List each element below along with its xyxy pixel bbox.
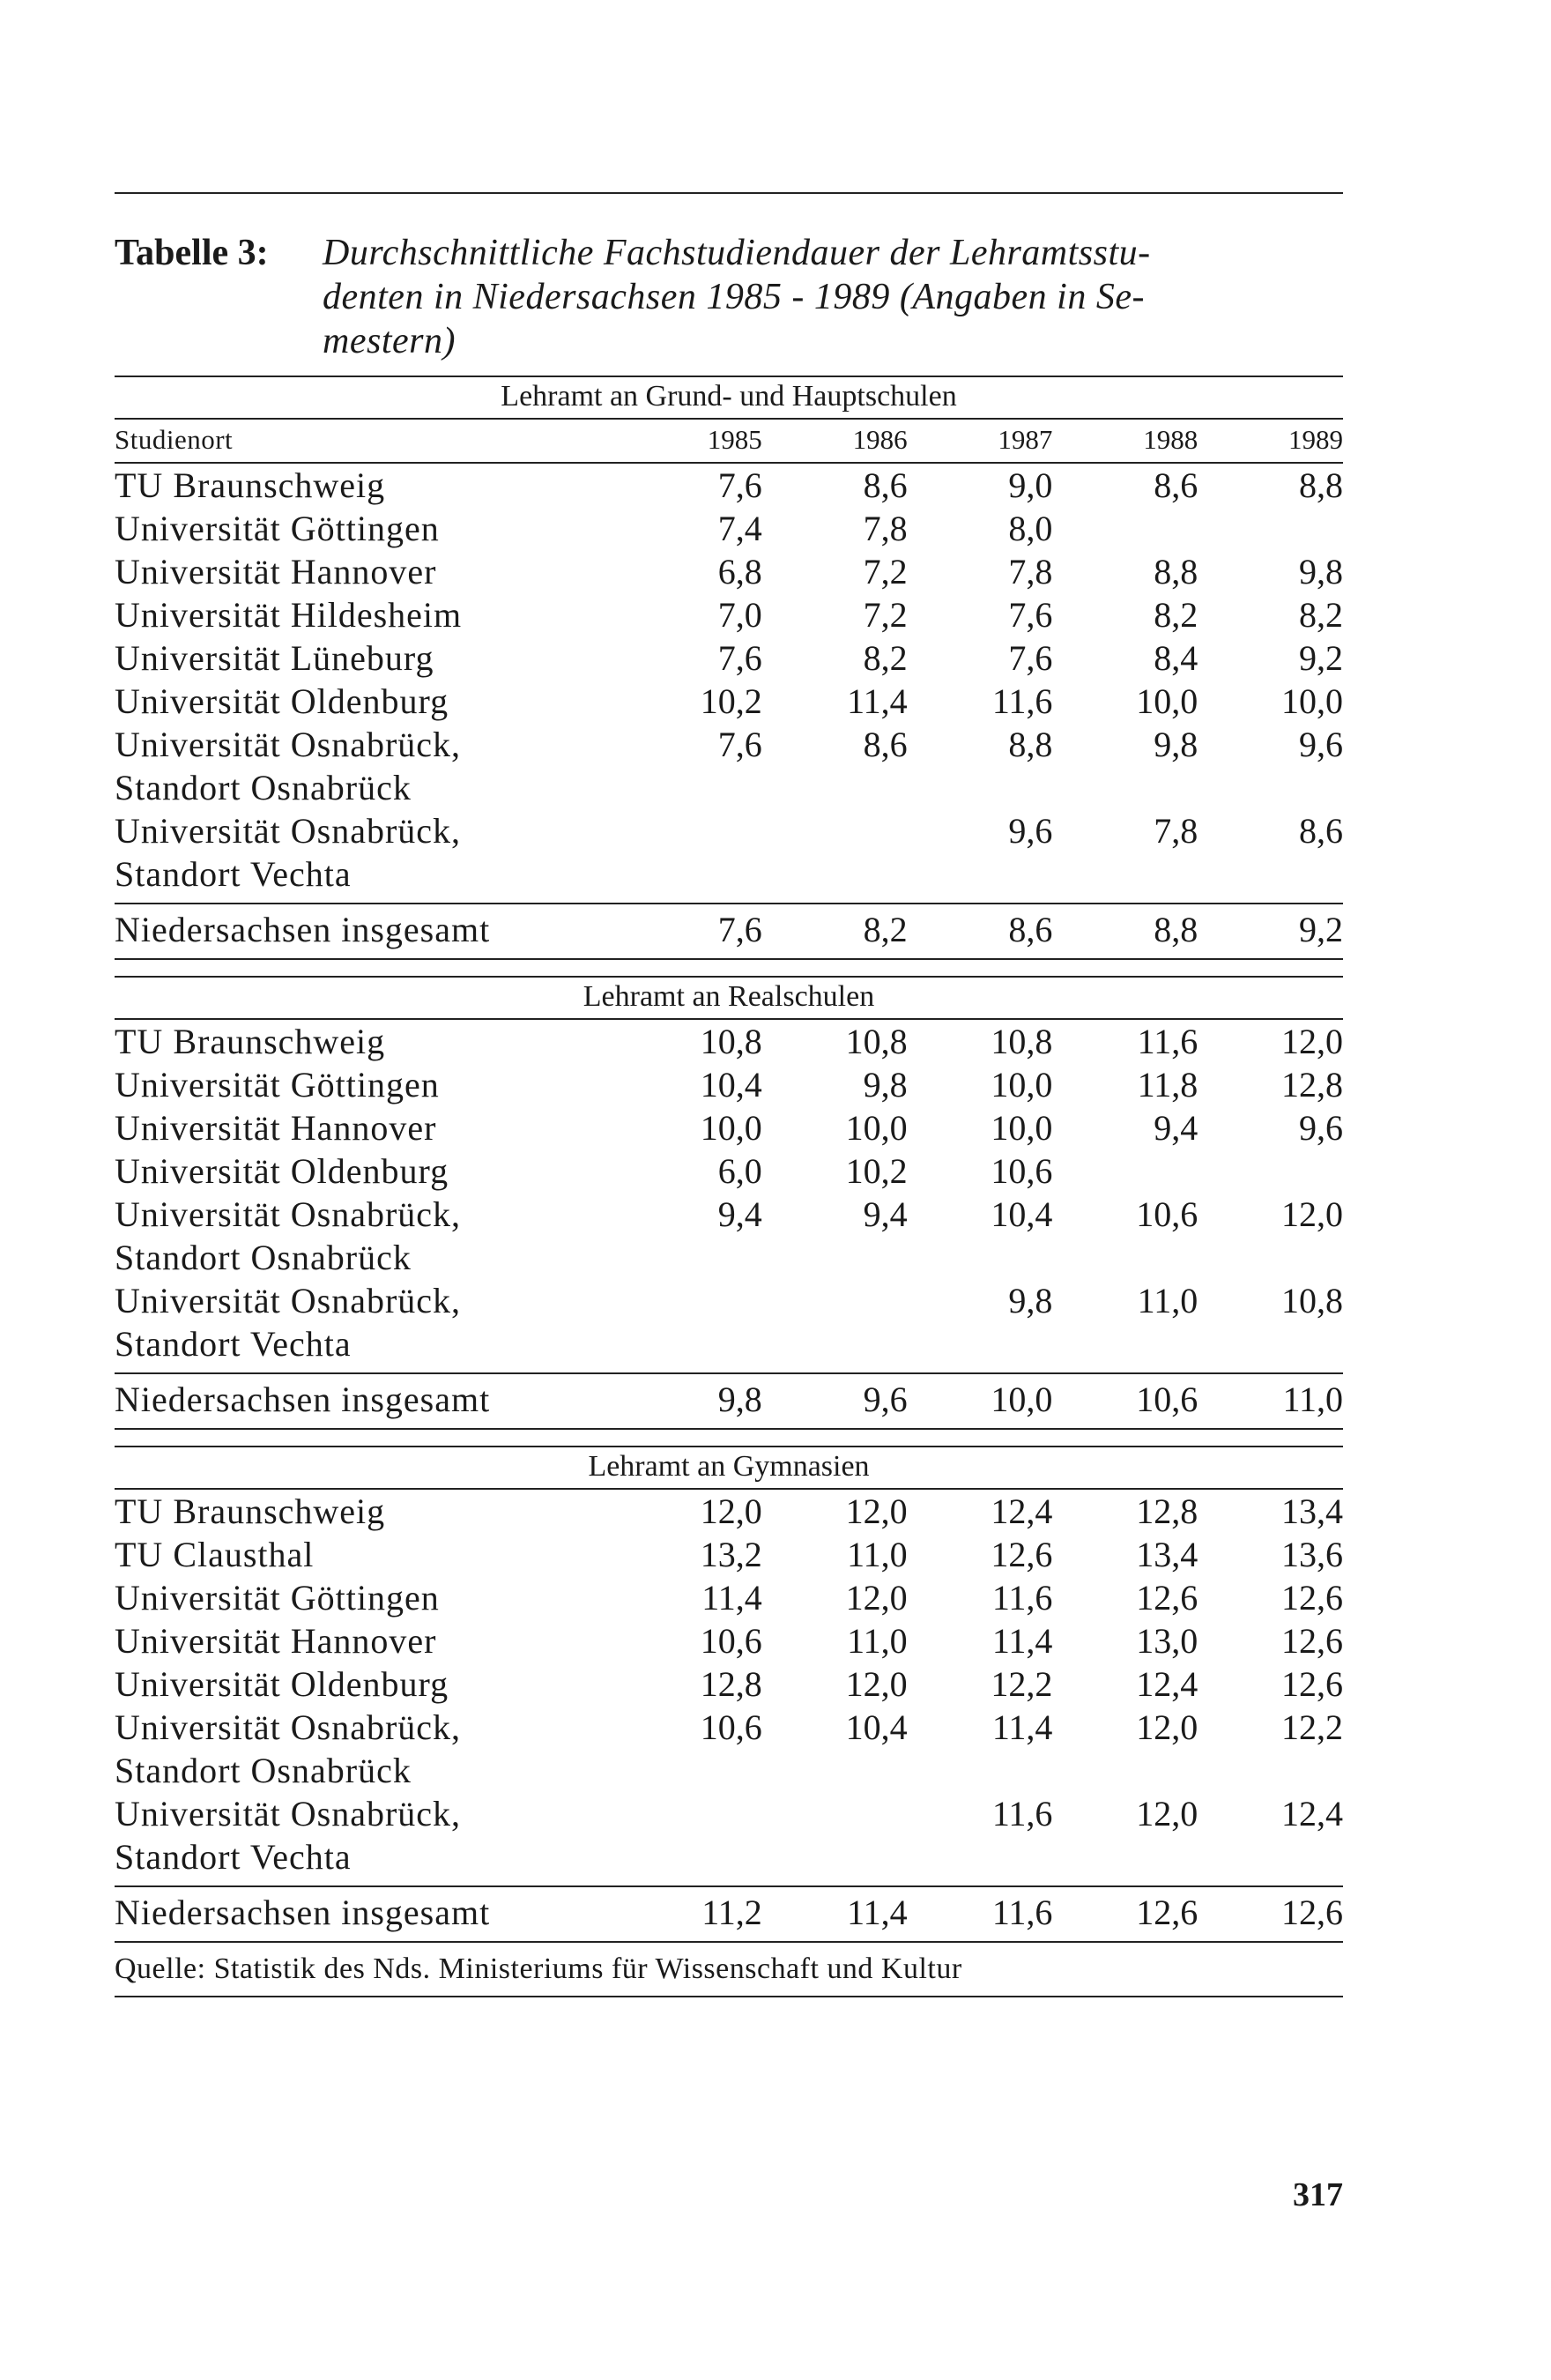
table-row xyxy=(115,1063,1343,1106)
table-cell: 10,8 xyxy=(991,1022,1053,1061)
table-cell: 13,4 xyxy=(1280,1491,1343,1531)
total-label: Niedersachsen insgesamt xyxy=(115,1893,491,1932)
table-cell: 12,6 xyxy=(1280,1578,1343,1618)
table-cell: 11,0 xyxy=(1282,1380,1343,1419)
table-caption xyxy=(115,231,1343,363)
table-cell: 13,6 xyxy=(1280,1535,1343,1574)
studienort-line: Universität Lüneburg xyxy=(115,638,434,678)
total-label: Niedersachsen insgesamt xyxy=(115,910,491,949)
studienort-line: Universität Osnabrück, xyxy=(115,725,462,764)
table-cell: 9,6 xyxy=(1008,811,1053,851)
table-cell: 8,6 xyxy=(1298,811,1343,851)
studienort-line: Universität Osnabrück, xyxy=(115,1707,462,1747)
table-cell: 12,0 xyxy=(845,1578,908,1618)
table-cell: 12,0 xyxy=(845,1491,908,1531)
studienort-line: Standort Vechta xyxy=(115,854,352,894)
section-title: Lehramt an Realschulen xyxy=(583,980,875,1013)
table-cell: 12,0 xyxy=(1280,1022,1343,1061)
section-title: Lehramt an Gymnasien xyxy=(588,1450,870,1483)
section-end-rule xyxy=(115,958,1343,960)
table-cell: 13,0 xyxy=(1136,1621,1198,1661)
table-row xyxy=(115,1193,1343,1279)
studienort-line: Universität Oldenburg xyxy=(115,1151,449,1191)
table-cell: 12,8 xyxy=(1280,1065,1343,1104)
table-cell: 10,0 xyxy=(1280,681,1343,721)
table-cell: 11,0 xyxy=(1137,1281,1198,1320)
table-cell: 10,6 xyxy=(1136,1194,1198,1234)
table-cell: 7,6 xyxy=(1008,595,1053,635)
table-cell: 7,8 xyxy=(863,509,908,548)
table-row xyxy=(115,636,1343,680)
table-cell xyxy=(617,1279,762,1365)
column-header xyxy=(115,420,1343,462)
table-cell: 9,8 xyxy=(1154,725,1198,764)
table-cell: 13,4 xyxy=(1136,1535,1198,1574)
table-cell xyxy=(617,1792,762,1878)
table-cell: 8,4 xyxy=(1154,638,1198,678)
table-cell: 11,6 xyxy=(991,681,1053,721)
studienort-line: Universität Hannover xyxy=(115,552,437,591)
table-cell: 10,0 xyxy=(991,1380,1053,1419)
page-number: 317 xyxy=(1293,2176,1343,2213)
studienort-cell xyxy=(115,680,617,723)
studienort-cell xyxy=(115,1063,617,1106)
table-cell: 8,8 xyxy=(1154,552,1198,591)
table-cell: 12,8 xyxy=(1136,1491,1198,1531)
table-cell: 7,8 xyxy=(1008,552,1053,591)
table-cell: 12,4 xyxy=(991,1491,1053,1531)
table-cell: 9,6 xyxy=(1298,1108,1343,1148)
table-cell: 10,2 xyxy=(845,1151,908,1191)
table-cell: 11,4 xyxy=(991,1707,1053,1747)
table-row xyxy=(115,1149,1343,1193)
table-cell: 7,8 xyxy=(1154,811,1198,851)
table-cell: 7,6 xyxy=(717,910,762,949)
studienort-cell xyxy=(115,1490,617,1533)
table-cell xyxy=(762,1792,908,1878)
table-cell: 9,4 xyxy=(717,1194,762,1234)
table-row xyxy=(115,1533,1343,1576)
table-cell: 12,8 xyxy=(700,1664,762,1704)
studienort-cell xyxy=(115,1279,617,1365)
table-cell: 11,2 xyxy=(701,1893,762,1932)
table-cell: 11,4 xyxy=(701,1578,762,1618)
table-cell: 10,6 xyxy=(991,1151,1053,1191)
table-row xyxy=(115,1792,1343,1878)
column-header-year: 1989 xyxy=(1288,424,1343,455)
studienort-cell xyxy=(115,1576,617,1619)
table-cell: 12,6 xyxy=(1136,1578,1198,1618)
caption-label: Tabelle 3: xyxy=(115,233,269,273)
studienort-line: Universität Hildesheim xyxy=(115,595,463,635)
total-row xyxy=(115,1891,1343,1934)
studienort-line: TU Clausthal xyxy=(115,1535,315,1574)
total-rule xyxy=(115,1885,1343,1887)
caption-line: denten in Niedersachsen 1985 - 1989 (Angaben in Se- xyxy=(323,277,1145,317)
table-cell: 9,2 xyxy=(1298,638,1343,678)
caption-text xyxy=(323,231,1151,363)
table-cell: 11,6 xyxy=(1137,1022,1198,1061)
table-cell xyxy=(1198,507,1343,550)
column-header-year: 1988 xyxy=(1143,424,1198,455)
studienort-line: Universität Hannover xyxy=(115,1108,437,1148)
studienort-cell xyxy=(115,1106,617,1149)
studienort-cell xyxy=(115,1193,617,1279)
table-cell: 10,2 xyxy=(700,681,762,721)
table-cell: 11,4 xyxy=(847,1893,908,1932)
table-cell xyxy=(1052,1149,1198,1193)
table-cell: 7,6 xyxy=(717,725,762,764)
table-cell: 10,6 xyxy=(700,1621,762,1661)
table-cell: 11,6 xyxy=(991,1893,1053,1932)
table-cell: 9,4 xyxy=(1154,1108,1198,1148)
table-cell: 12,0 xyxy=(845,1664,908,1704)
table-cell: 10,0 xyxy=(991,1108,1053,1148)
studienort-line: Universität Oldenburg xyxy=(115,1664,449,1704)
table-cell: 13,2 xyxy=(700,1535,762,1574)
table-cell xyxy=(1052,507,1198,550)
studienort-line: TU Braunschweig xyxy=(115,465,386,505)
table-cell: 10,8 xyxy=(845,1022,908,1061)
studienort-line: TU Braunschweig xyxy=(115,1022,386,1061)
table-row xyxy=(115,1662,1343,1706)
bottom-rule xyxy=(115,1996,1343,1997)
studienort-cell xyxy=(115,550,617,593)
table-row xyxy=(115,809,1343,896)
table-cell: 10,6 xyxy=(700,1707,762,1747)
table-cell: 10,4 xyxy=(700,1065,762,1104)
studienort-cell xyxy=(115,593,617,636)
table-cell: 12,2 xyxy=(1280,1707,1343,1747)
table-cell: 12,6 xyxy=(1280,1664,1343,1704)
table-cell: 12,4 xyxy=(1280,1794,1343,1833)
studienort-cell xyxy=(115,1533,617,1576)
table-cell: 7,6 xyxy=(717,638,762,678)
table-cell: 11,0 xyxy=(847,1535,908,1574)
section-title: Lehramt an Grund- und Hauptschulen xyxy=(501,380,957,413)
table-cell: 8,6 xyxy=(863,725,908,764)
table-cell: 10,0 xyxy=(1136,681,1198,721)
table-row xyxy=(115,723,1343,809)
table-cell: 7,6 xyxy=(1008,638,1053,678)
table-cell: 8,6 xyxy=(863,465,908,505)
studienort-cell xyxy=(115,1792,617,1878)
table-cell: 12,2 xyxy=(991,1664,1053,1704)
total-rule xyxy=(115,903,1343,904)
studienort-line: Universität Oldenburg xyxy=(115,681,449,721)
table-row xyxy=(115,1106,1343,1149)
table-cell: 9,8 xyxy=(1008,1281,1053,1320)
table-cell: 8,6 xyxy=(1154,465,1198,505)
studienort-line: Universität Göttingen xyxy=(115,1065,440,1104)
table-row xyxy=(115,1490,1343,1533)
table-cell: 8,2 xyxy=(863,638,908,678)
studienort-cell xyxy=(115,1020,617,1063)
table-cell: 11,8 xyxy=(1137,1065,1198,1104)
total-rule xyxy=(115,1372,1343,1374)
studienort-cell xyxy=(115,1662,617,1706)
studienort-cell xyxy=(115,1706,617,1792)
table-cell: 10,8 xyxy=(700,1022,762,1061)
studienort-line: Universität Osnabrück, xyxy=(115,1194,462,1234)
table-row xyxy=(115,507,1343,550)
studienort-line: Standort Osnabrück xyxy=(115,1751,412,1790)
table-cell: 8,8 xyxy=(1154,910,1198,949)
table-cell: 12,6 xyxy=(1136,1893,1198,1932)
table-cell: 8,6 xyxy=(1008,910,1053,949)
studienort-line: Standort Vechta xyxy=(115,1837,352,1877)
table-cell: 12,0 xyxy=(1136,1794,1198,1833)
table-cell: 11,4 xyxy=(847,681,908,721)
table-cell: 12,6 xyxy=(991,1535,1053,1574)
table-cell: 9,8 xyxy=(1298,552,1343,591)
table-row xyxy=(115,464,1343,507)
studienort-cell xyxy=(115,507,617,550)
studienort-cell xyxy=(115,723,617,809)
table-cell: 12,0 xyxy=(700,1491,762,1531)
table-cell: 12,0 xyxy=(1280,1194,1343,1234)
total-row xyxy=(115,908,1343,951)
table-cell: 7,2 xyxy=(863,595,908,635)
column-header-studienort: Studienort xyxy=(115,424,234,455)
table-cell: 6,0 xyxy=(717,1151,762,1191)
table-body xyxy=(115,1490,1343,1878)
studienort-line: Standort Osnabrück xyxy=(115,768,412,807)
table-cell: 7,6 xyxy=(717,465,762,505)
column-header-year: 1985 xyxy=(707,424,762,455)
table-cell: 8,2 xyxy=(863,910,908,949)
table-cell: 7,4 xyxy=(717,509,762,548)
studienort-line: Universität Osnabrück, xyxy=(115,1281,462,1320)
table-cell: 8,2 xyxy=(1298,595,1343,635)
studienort-cell xyxy=(115,464,617,507)
studienort-line: TU Braunschweig xyxy=(115,1491,386,1531)
table-cell: 10,0 xyxy=(700,1108,762,1148)
column-header-year: 1986 xyxy=(852,424,908,455)
table-cell xyxy=(762,809,908,896)
studienort-line: Standort Vechta xyxy=(115,1324,352,1364)
page-content xyxy=(115,192,1343,1997)
caption-line: Durchschnittliche Fachstudiendauer der Lehramtsstu- xyxy=(323,233,1151,273)
table-cell: 9,8 xyxy=(717,1380,762,1419)
studienort-line: Universität Osnabrück, xyxy=(115,1794,462,1833)
table-cell xyxy=(762,1279,908,1365)
studienort-cell xyxy=(115,809,617,896)
table-cell: 6,8 xyxy=(717,552,762,591)
table-cell: 10,4 xyxy=(845,1707,908,1747)
table-cell: 7,0 xyxy=(717,595,762,635)
studienort-line: Universität Göttingen xyxy=(115,509,440,548)
table-cell: 9,0 xyxy=(1008,465,1053,505)
table-cell: 9,2 xyxy=(1298,910,1343,949)
table-cell: 12,0 xyxy=(1136,1707,1198,1747)
table-cell: 9,6 xyxy=(863,1380,908,1419)
table-cell: 10,4 xyxy=(991,1194,1053,1234)
table-cell: 8,8 xyxy=(1008,725,1053,764)
studienort-line: Universität Osnabrück, xyxy=(115,811,462,851)
table-row xyxy=(115,593,1343,636)
table-cell: 12,6 xyxy=(1280,1893,1343,1932)
table-cell: 8,2 xyxy=(1154,595,1198,635)
table-row xyxy=(115,1020,1343,1063)
table-cell: 10,6 xyxy=(1136,1380,1198,1419)
studienort-cell xyxy=(115,1619,617,1662)
table-cell: 9,6 xyxy=(1298,725,1343,764)
table-cell: 10,8 xyxy=(1280,1281,1343,1320)
table-row xyxy=(115,680,1343,723)
table-cell: 11,0 xyxy=(847,1621,908,1661)
top-rule xyxy=(115,192,1343,194)
table-cell: 8,0 xyxy=(1008,509,1053,548)
table-cell: 12,6 xyxy=(1280,1621,1343,1661)
table-cell: 10,0 xyxy=(991,1065,1053,1104)
total-label: Niedersachsen insgesamt xyxy=(115,1380,491,1419)
table-cell: 11,4 xyxy=(991,1621,1053,1661)
table-cell: 11,6 xyxy=(991,1578,1053,1618)
table-row xyxy=(115,550,1343,593)
table-row xyxy=(115,1619,1343,1662)
source-note: Quelle: Statistik des Nds. Ministeriums für Wissenschaft und Kultur xyxy=(115,1952,962,1985)
table-row xyxy=(115,1576,1343,1619)
table-cell: 10,0 xyxy=(845,1108,908,1148)
table-row xyxy=(115,1706,1343,1792)
section-end-rule xyxy=(115,1428,1343,1430)
table-cell: 9,8 xyxy=(863,1065,908,1104)
table-body xyxy=(115,1020,1343,1365)
table-cell: 8,8 xyxy=(1298,465,1343,505)
studienort-cell xyxy=(115,1149,617,1193)
total-row xyxy=(115,1378,1343,1421)
studienort-line: Universität Göttingen xyxy=(115,1578,440,1618)
table-cell: 12,4 xyxy=(1136,1664,1198,1704)
table-cell: 11,6 xyxy=(991,1794,1053,1833)
table-cell xyxy=(617,809,762,896)
table-cell xyxy=(1198,1149,1343,1193)
table-cell: 7,2 xyxy=(863,552,908,591)
table-row xyxy=(115,1279,1343,1365)
studienort-line: Universität Hannover xyxy=(115,1621,437,1661)
table-body xyxy=(115,464,1343,896)
column-header-year: 1987 xyxy=(998,424,1053,455)
table-cell: 9,4 xyxy=(863,1194,908,1234)
studienort-line: Standort Osnabrück xyxy=(115,1238,412,1277)
studienort-cell xyxy=(115,636,617,680)
caption-line: mestern) xyxy=(323,321,456,361)
